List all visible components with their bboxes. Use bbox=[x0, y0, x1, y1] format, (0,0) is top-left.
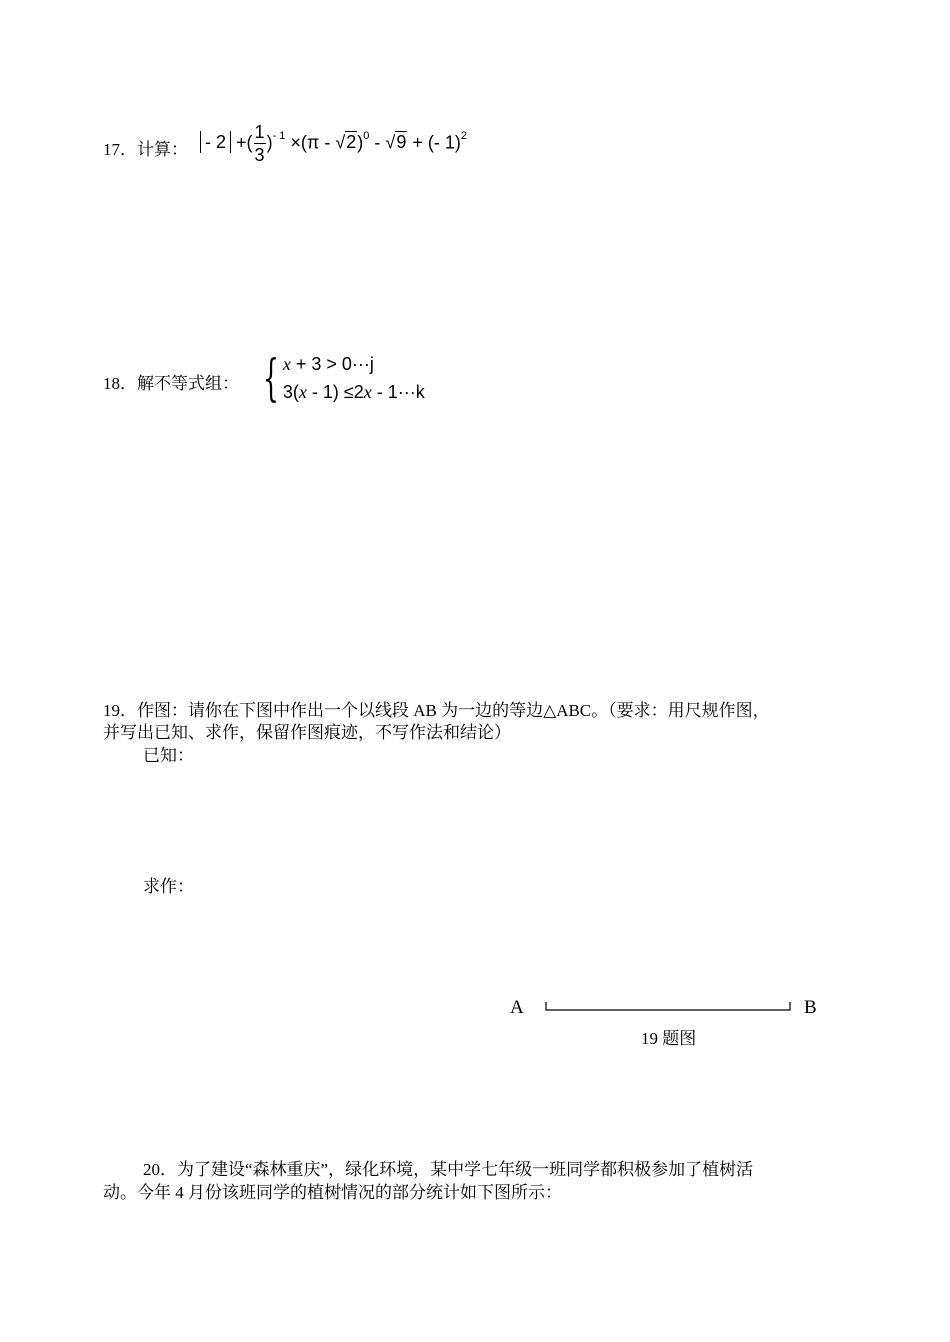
figure-caption: 19 题图 bbox=[641, 1029, 697, 1048]
fraction-numerator: 1 bbox=[254, 122, 265, 142]
q18-number bbox=[103, 369, 239, 394]
inequality-2-b: - 1) ≤2 bbox=[306, 382, 364, 402]
inequality-1 bbox=[283, 350, 425, 378]
fraction-one-third bbox=[254, 121, 266, 166]
q18-label: 解不等式组： bbox=[137, 374, 239, 393]
inequality-1-rest: + 3 > 0···j bbox=[290, 354, 374, 374]
q17-number bbox=[103, 135, 188, 160]
point-a-label: A bbox=[510, 997, 524, 1018]
exponent-zero: 0 bbox=[363, 130, 370, 143]
q18-system bbox=[255, 350, 425, 406]
q17-number-text: 17． bbox=[103, 140, 137, 159]
exponent-minus-one: - 1 bbox=[272, 130, 286, 143]
var-x-3: x bbox=[363, 382, 372, 402]
q19-line-1: 19．作图：请你在下图中作出一个以线段 AB 为一边的等边△ABC。（要求：用尺规作图， bbox=[103, 701, 770, 720]
tail-term: + (- 1) bbox=[412, 132, 461, 153]
sqrt-sign-icon-2: √ bbox=[385, 132, 396, 153]
q20-line-1: 20．为了建设“森林重庆”，绿化环境，某中学七年级一班同学都积极参加了植树活 bbox=[143, 1160, 754, 1179]
q17-label: 计算： bbox=[137, 140, 188, 159]
var-x-1: x bbox=[282, 354, 291, 374]
sqrt-two: 2 bbox=[346, 132, 357, 153]
paren-close: ) bbox=[266, 132, 273, 153]
paren-open: ( bbox=[246, 132, 253, 153]
segment-ab-line bbox=[546, 1002, 790, 1010]
q19-find-label: 求作： bbox=[143, 877, 194, 896]
inequality-2 bbox=[283, 378, 425, 406]
plus-sign: + bbox=[236, 132, 247, 153]
inequality-2-a: 3( bbox=[282, 382, 299, 402]
fraction-denominator: 3 bbox=[254, 145, 265, 165]
var-x-2: x bbox=[298, 382, 307, 402]
point-b-label: B bbox=[804, 997, 817, 1018]
q20-line-2: 动。今年 4 月份该班同学的植树情况的部分统计如下图所示： bbox=[103, 1183, 562, 1202]
times-pi-part: ×(π - bbox=[290, 132, 331, 153]
paren-close-2: ) bbox=[357, 132, 364, 153]
left-brace-icon: { bbox=[262, 349, 279, 407]
exponent-two: 2 bbox=[460, 130, 467, 143]
q18-number-text: 18． bbox=[103, 374, 137, 393]
minus-sign: - bbox=[374, 132, 381, 153]
q19-line-2: 并写出已知、求作，保留作图痕迹，不写作法和结论） bbox=[103, 723, 511, 742]
sqrt-nine: 9 bbox=[396, 132, 407, 153]
system-lines bbox=[283, 350, 425, 406]
q19-known-label: 已知： bbox=[143, 746, 194, 765]
q17-expression bbox=[200, 121, 467, 166]
segment-ab bbox=[540, 998, 796, 1018]
inequality-2-c: - 1···k bbox=[371, 382, 425, 402]
system-brace-group bbox=[255, 350, 425, 406]
sqrt-sign-icon: √ bbox=[335, 132, 346, 153]
abs-value: - 2 bbox=[200, 131, 231, 153]
